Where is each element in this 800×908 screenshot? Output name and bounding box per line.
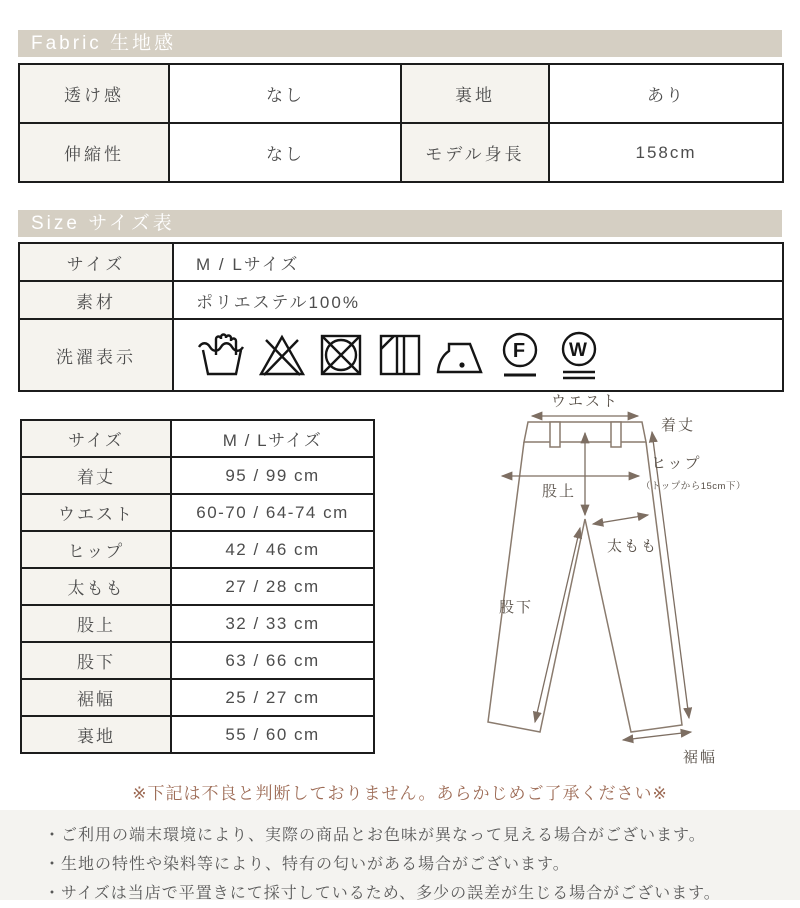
hand-wash-icon xyxy=(196,330,248,380)
table-row xyxy=(19,64,783,123)
measure-label: 裾幅 xyxy=(21,679,171,716)
measure-value: 63 / 66 cm xyxy=(171,642,374,679)
do-not-tumble-dry-icon xyxy=(316,330,366,380)
diagram-length-label: 着丈 xyxy=(661,417,696,434)
dry-clean-petroleum-icon xyxy=(495,329,545,381)
note-item: ・ご利用の端末環境により、実際の商品とお色味が異なって見える場合がございます。 xyxy=(44,827,706,844)
note-item: ・生地の特性や染料等により、特有の匂いがある場合がございます。 xyxy=(44,856,570,873)
measure-value: 55 / 60 cm xyxy=(171,716,374,753)
measure-value: M / Lサイズ xyxy=(171,420,374,457)
table-row xyxy=(21,531,374,568)
fabric-value-model-height: 158cm xyxy=(549,123,783,182)
fabric-value-stretch: なし xyxy=(169,123,401,182)
measure-value: 60-70 / 64-74 cm xyxy=(171,494,374,531)
measure-value: 42 / 46 cm xyxy=(171,531,374,568)
measure-label: 裏地 xyxy=(21,716,171,753)
care-icons-row xyxy=(196,329,782,381)
measure-label: ウエスト xyxy=(21,494,171,531)
diagram-rise-label: 股上 xyxy=(541,483,576,500)
diagram-inseam-label: 股下 xyxy=(498,599,534,616)
measure-label: 股上 xyxy=(21,605,171,642)
measurement-table xyxy=(20,419,375,754)
diagram-waist-label: ウエスト xyxy=(550,393,620,410)
fabric-table xyxy=(18,63,784,183)
measure-label: 太もも xyxy=(21,568,171,605)
care-symbols-cell xyxy=(173,319,783,391)
notes-box xyxy=(0,810,800,900)
diagram-hip-label: ヒップ xyxy=(651,455,702,472)
diagram-hem-label: 裾幅 xyxy=(683,749,718,766)
fabric-label-sheerness: 透け感 xyxy=(19,64,169,123)
table-row xyxy=(19,281,783,319)
measure-value: 95 / 99 cm xyxy=(171,457,374,494)
table-row xyxy=(21,642,374,679)
diagram-hip-note: （トップから15cm下） xyxy=(641,481,746,492)
wet-clean-icon xyxy=(554,329,604,381)
material-label: 素材 xyxy=(19,281,173,319)
table-row xyxy=(21,494,374,531)
table-row xyxy=(19,123,783,182)
table-row xyxy=(21,605,374,642)
line-dry-in-shade-icon xyxy=(375,330,425,380)
iron-low-heat-icon xyxy=(434,331,486,379)
table-row xyxy=(21,568,374,605)
fabric-label-lining: 裏地 xyxy=(401,64,549,123)
table-row xyxy=(19,243,783,281)
size-info-table xyxy=(18,242,784,392)
table-row xyxy=(19,319,783,391)
table-row xyxy=(21,457,374,494)
svg-text:W: W xyxy=(569,340,589,361)
do-not-bleach-icon xyxy=(257,330,307,380)
diagram-thigh-label: 太もも xyxy=(607,538,659,555)
fabric-label-stretch: 伸縮性 xyxy=(19,123,169,182)
material-value: ポリエステル100% xyxy=(173,281,783,319)
care-symbols-label: 洗濯表示 xyxy=(19,319,173,391)
size-section-header: Size サイズ表 xyxy=(18,210,782,237)
fabric-section-header: Fabric 生地感 xyxy=(18,30,782,57)
notice-headline: ※下記は不良と判断しておりません。あらかじめご了承ください※ xyxy=(132,784,668,803)
fabric-label-model-height: モデル身長 xyxy=(401,123,549,182)
table-row xyxy=(21,716,374,753)
measure-value: 27 / 28 cm xyxy=(171,568,374,605)
note-item: ・サイズは当店で平置きにて採寸しているため、多少の誤差が生じる場合がございます。 xyxy=(44,885,721,902)
table-row xyxy=(21,679,374,716)
size-label: サイズ xyxy=(19,243,173,281)
fabric-value-lining: あり xyxy=(549,64,783,123)
measure-label: 着丈 xyxy=(21,457,171,494)
measure-label: サイズ xyxy=(21,420,171,457)
measure-value: 25 / 27 cm xyxy=(171,679,374,716)
measure-value: 32 / 33 cm xyxy=(171,605,374,642)
svg-text:F: F xyxy=(512,340,528,362)
size-value: M / Lサイズ xyxy=(173,243,783,281)
fabric-value-sheerness: なし xyxy=(169,64,401,123)
pants-diagram xyxy=(455,388,800,784)
measure-label: 股下 xyxy=(21,642,171,679)
measure-label: ヒップ xyxy=(21,531,171,568)
table-row xyxy=(21,420,374,457)
